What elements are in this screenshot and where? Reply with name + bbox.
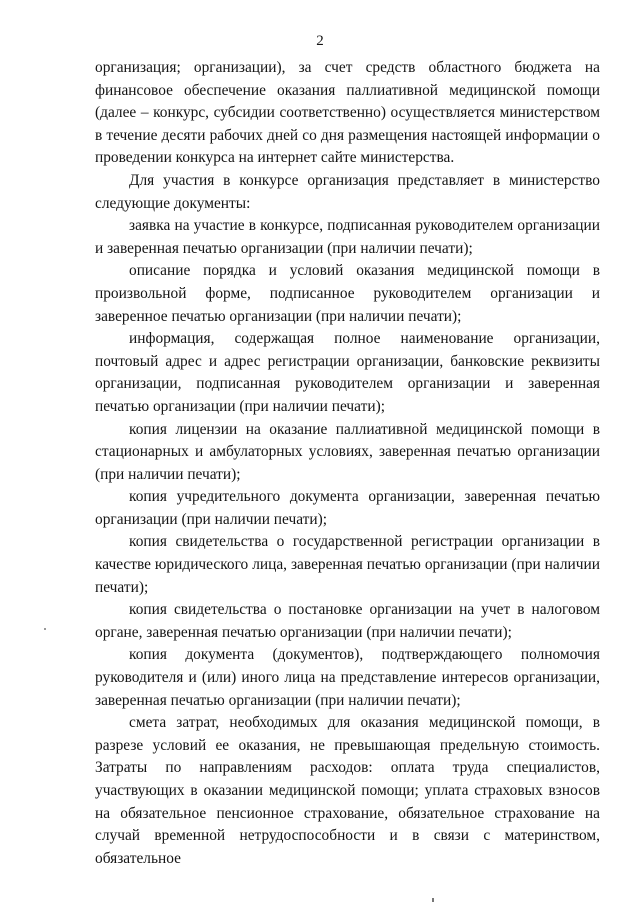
paragraph-care-description: описание порядка и условий оказания медицинской помощи в произвольной форме, подписанное руководителем организации и заверенное печатью организации (при наличии печати); [95, 262, 600, 325]
paragraph-organization-info: информация, содержащая полное наименование организации, почтовый адрес и адрес регистрации организации, банковские реквизиты организации, подписанная руководителем организации и заверенная печатью организации (при наличии печати); [95, 330, 600, 415]
paragraph-license-copy: копия лицензии на оказание паллиативной медицинской помощи в стационарных и амбулаторных условиях, заверенная печатью организации (при наличии печати); [95, 420, 600, 483]
paragraph-continuation: организация; организации), за счет средств областного бюджета на финансовое обеспечение оказания паллиативной медицинской помощи (далее – конкурс, субсидии соответственно) осуществляется министерством в течение десяти рабочих дней со дня размещения настоящей информации о проведении конкурса на интернет сайте министерства. [95, 59, 600, 167]
paragraph-authority-documents: копия документа (документов), подтверждающего полномочия руководителя и (или) иного лица на представление интересов организации, заверенная печатью организации (при наличии печати); [95, 646, 600, 709]
paragraph-tax-certificate: копия свидетельства о постановке организации на учет в налоговом органе, заверенная печатью организации (при наличии печати); [95, 601, 600, 641]
paragraph-registration-certificate: копия свидетельства о государственной регистрации организации в качестве юридического лица, заверенная печатью организации (при наличии печати); [95, 533, 600, 596]
paragraph-founding-document: копия учредительного документа организации, заверенная печатью организации (при наличии печати); [95, 488, 600, 528]
paragraph-cost-estimate: смета затрат, необходимых для оказания медицинской помощи, в разрезе условий ее оказания, не превышающая предельную стоимость. Затраты по направлениям расходов: оплата труда специалистов, участвующих в оказании медицинской помощи; уплата страховых взносов на обязательное пенсионное страхование, обязательное страхование на случай временной нетрудоспособности и в связи с материнством, обязательное [95, 714, 600, 867]
document-body [95, 57, 600, 870]
paragraph-application: заявка на участие в конкурсе, подписанная руководителем организации и заверенная печатью организации (при наличии печати); [95, 217, 600, 257]
scan-speck [44, 628, 46, 630]
page-number: 2 [316, 33, 324, 49]
scan-speck [432, 898, 434, 902]
paragraph-participation-intro: Для участия в конкурсе организация представляет в министерство следующие документы: [95, 171, 600, 212]
